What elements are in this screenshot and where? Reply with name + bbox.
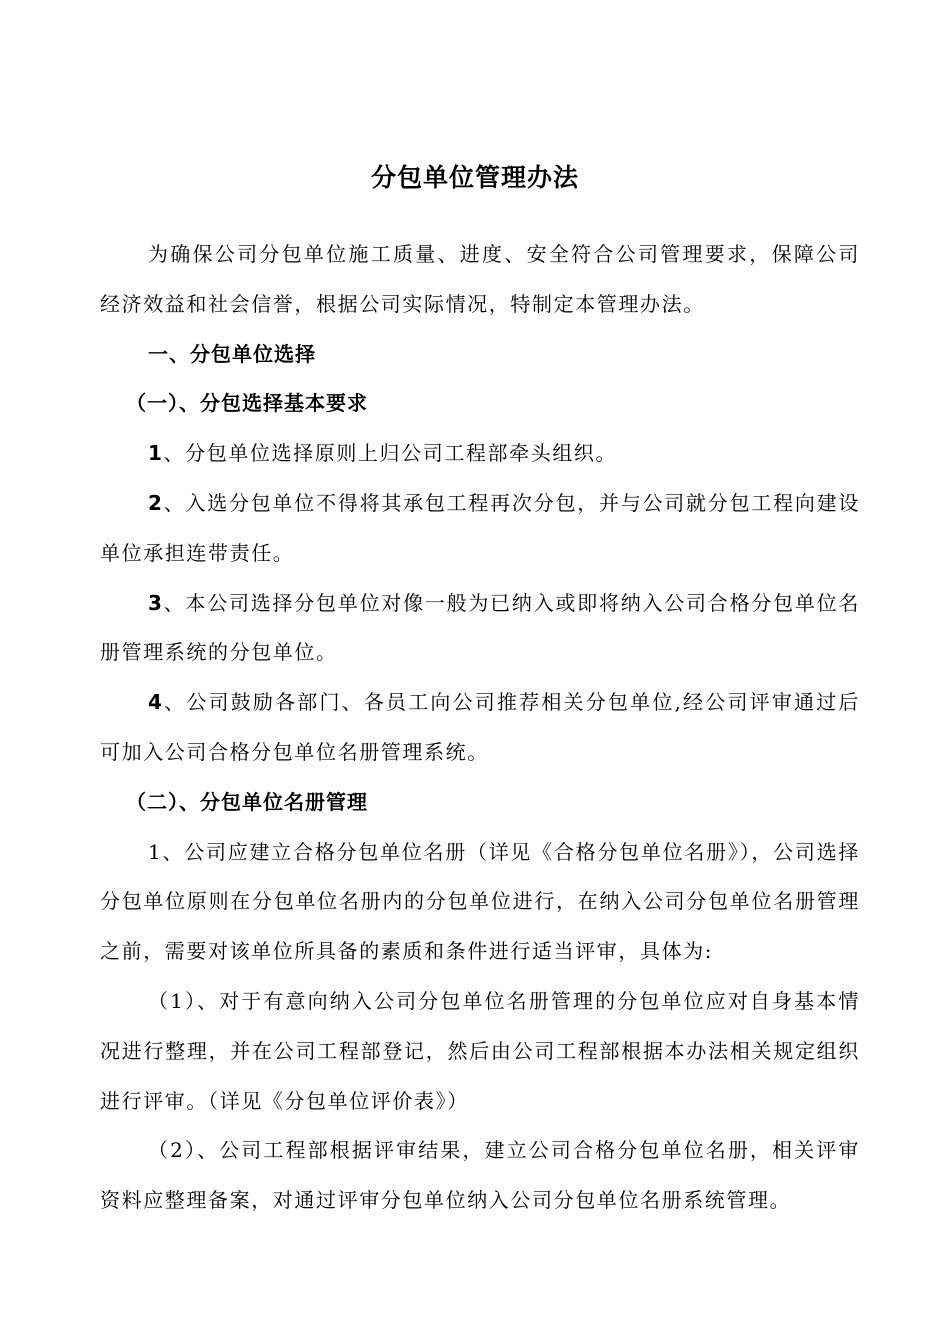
document-body: [100, 230, 860, 1226]
item-number: 1: [148, 441, 164, 466]
item-number: 3: [148, 590, 164, 615]
requirement-item-1: [100, 429, 860, 479]
subsection-heading-1: （一）、分包选择基本要求: [126, 391, 368, 416]
requirement-item-3: [100, 579, 860, 679]
item-text: 、入选分包单位不得将其承包工程再次分包，并与公司就分包工程向建设单位承担连带责任。: [100, 490, 860, 565]
section-heading-1: 一、分包单位选择: [148, 341, 316, 366]
intro-paragraph: 为确保公司分包单位施工质量、进度、安全符合公司管理要求，保障公司经济效益和社会信誉，根据公司实际情况，特制定本管理办法。: [100, 242, 860, 316]
roster-paragraph-1: 1、公司应建立合格分包单位名册（详见《合格分包单位名册》），公司选择分包单位原则在分包单位名册内的分包单位进行，在纳入公司分包单位名册管理之前，需要对该单位所具备的素质和条件进行适当评审，具体为:: [100, 839, 860, 964]
document-title: 分包单位管理办法: [370, 163, 579, 192]
requirement-item-4: [100, 678, 860, 778]
item-text: 、分包单位选择原则上归公司工程部牵头组织。: [163, 441, 618, 466]
item-number: 2: [148, 490, 164, 515]
item-number: 4: [148, 690, 164, 715]
item-text: 、本公司选择分包单位对像一般为已纳入或即将纳入公司合格分包单位名册管理系统的分包单位。: [100, 590, 860, 665]
requirement-item-2: [100, 479, 860, 579]
item-text: 、公司鼓励各部门、各员工向公司推荐相关分包单位,经公司评审通过后可加入公司合格分包单位名册管理系统。: [100, 690, 860, 764]
subsection-heading-2: （二）、分包单位名册管理: [126, 789, 368, 814]
roster-paragraph-2: （1）、对于有意向纳入公司分包单位名册管理的分包单位应对自身基本情况进行整理，并在公司工程部登记，然后由公司工程部根据本办法相关规定组织进行评审。（详见《分包单位评价表》）: [100, 988, 860, 1113]
roster-paragraph-3: （2）、公司工程部根据评审结果，建立公司合格分包单位名册，相关评审资料应整理备案，对通过评审分包单位纳入公司分包单位名册系统管理。: [100, 1138, 860, 1213]
